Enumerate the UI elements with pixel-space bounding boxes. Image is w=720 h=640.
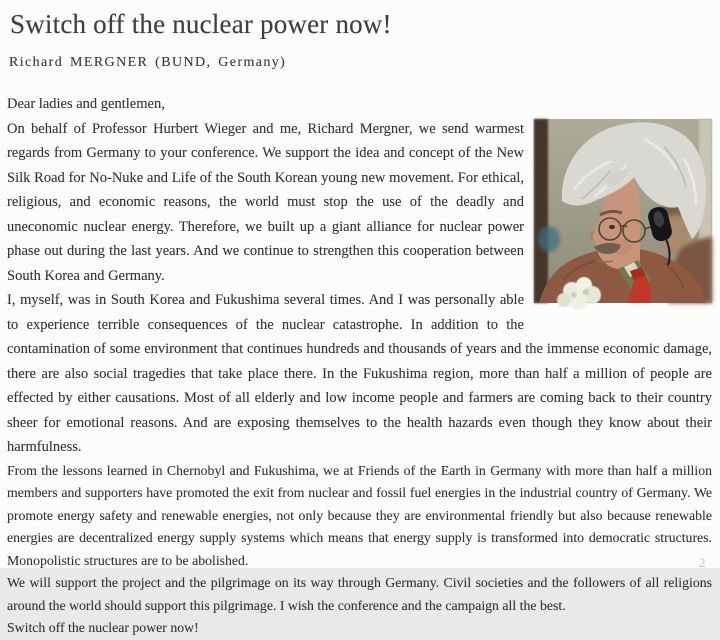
portrait-photo-illustration [534, 119, 712, 303]
paragraph-fukushima-experience: I, myself, was in South Korea and Fukushima several times. And I was personally able to experience terrible consequences of the nuclear catastrophe. In addition to the contamination of some environment that continues hundreds and thousands of years and the immense economic damage, there are also social tragedies that take place there. In the Fukushima region, more than half a million of people are effected by either causations. Most of all elderly and low income people and farmers are coming back to their country sheer for emotional reasons. And are exposing themselves to the health hazards even though they know about their harmfulness. [7, 292, 712, 455]
paragraph-closing-slogan: Switch off the nuclear power now! [7, 620, 199, 635]
paragraph-greeting-regards: On behalf of Professor Hurbert Wieger and me, Richard Mergner, we send warmest regards from Germany to your conference. We support the idea and concept of the New Silk Road for No-Nuke and Life of the South Korean young new movement. For ethical, religious, and economic reasons, the world must stop the use of the deadly and uneconomic nuclear energy. Therefore, we built up a giant alliance for nuclear power phase out during the last years. And we continue to strengthen this cooperation between South Korea and Germany. [7, 120, 524, 284]
paragraph-salutation: Dear ladies and gentlemen, [7, 96, 165, 112]
page-number: 2 [699, 555, 706, 570]
paragraph-support-pilgrimage: We will support the project and the pilgrimage on its way through Germany. Civil societies and the followers of all religions around the world should support this pilgrimage. I wish the conference and the campaign all the best. [7, 575, 712, 613]
portrait-photo [534, 119, 712, 303]
author-line: Richard MERGNER (BUND, Germany) [9, 55, 287, 70]
page-title: Switch off the nuclear power now! [10, 9, 392, 39]
document-body [0, 71, 720, 640]
paragraph-lessons-learned: From the lessons learned in Chernobyl and Fukushima, we at Friends of the Earth in Germany with more than half a million members and supporters have promoted the exit from nuclear and fossil fuel energies in the industrial country of Germany. We promote energy safety and renewable energies, not only because they are environmental friendly but also because renewable energies are decentralized energy supply systems which means that energy supply is transformed into democratic structures. Monopolistic structures are to be abolished. [7, 462, 712, 568]
